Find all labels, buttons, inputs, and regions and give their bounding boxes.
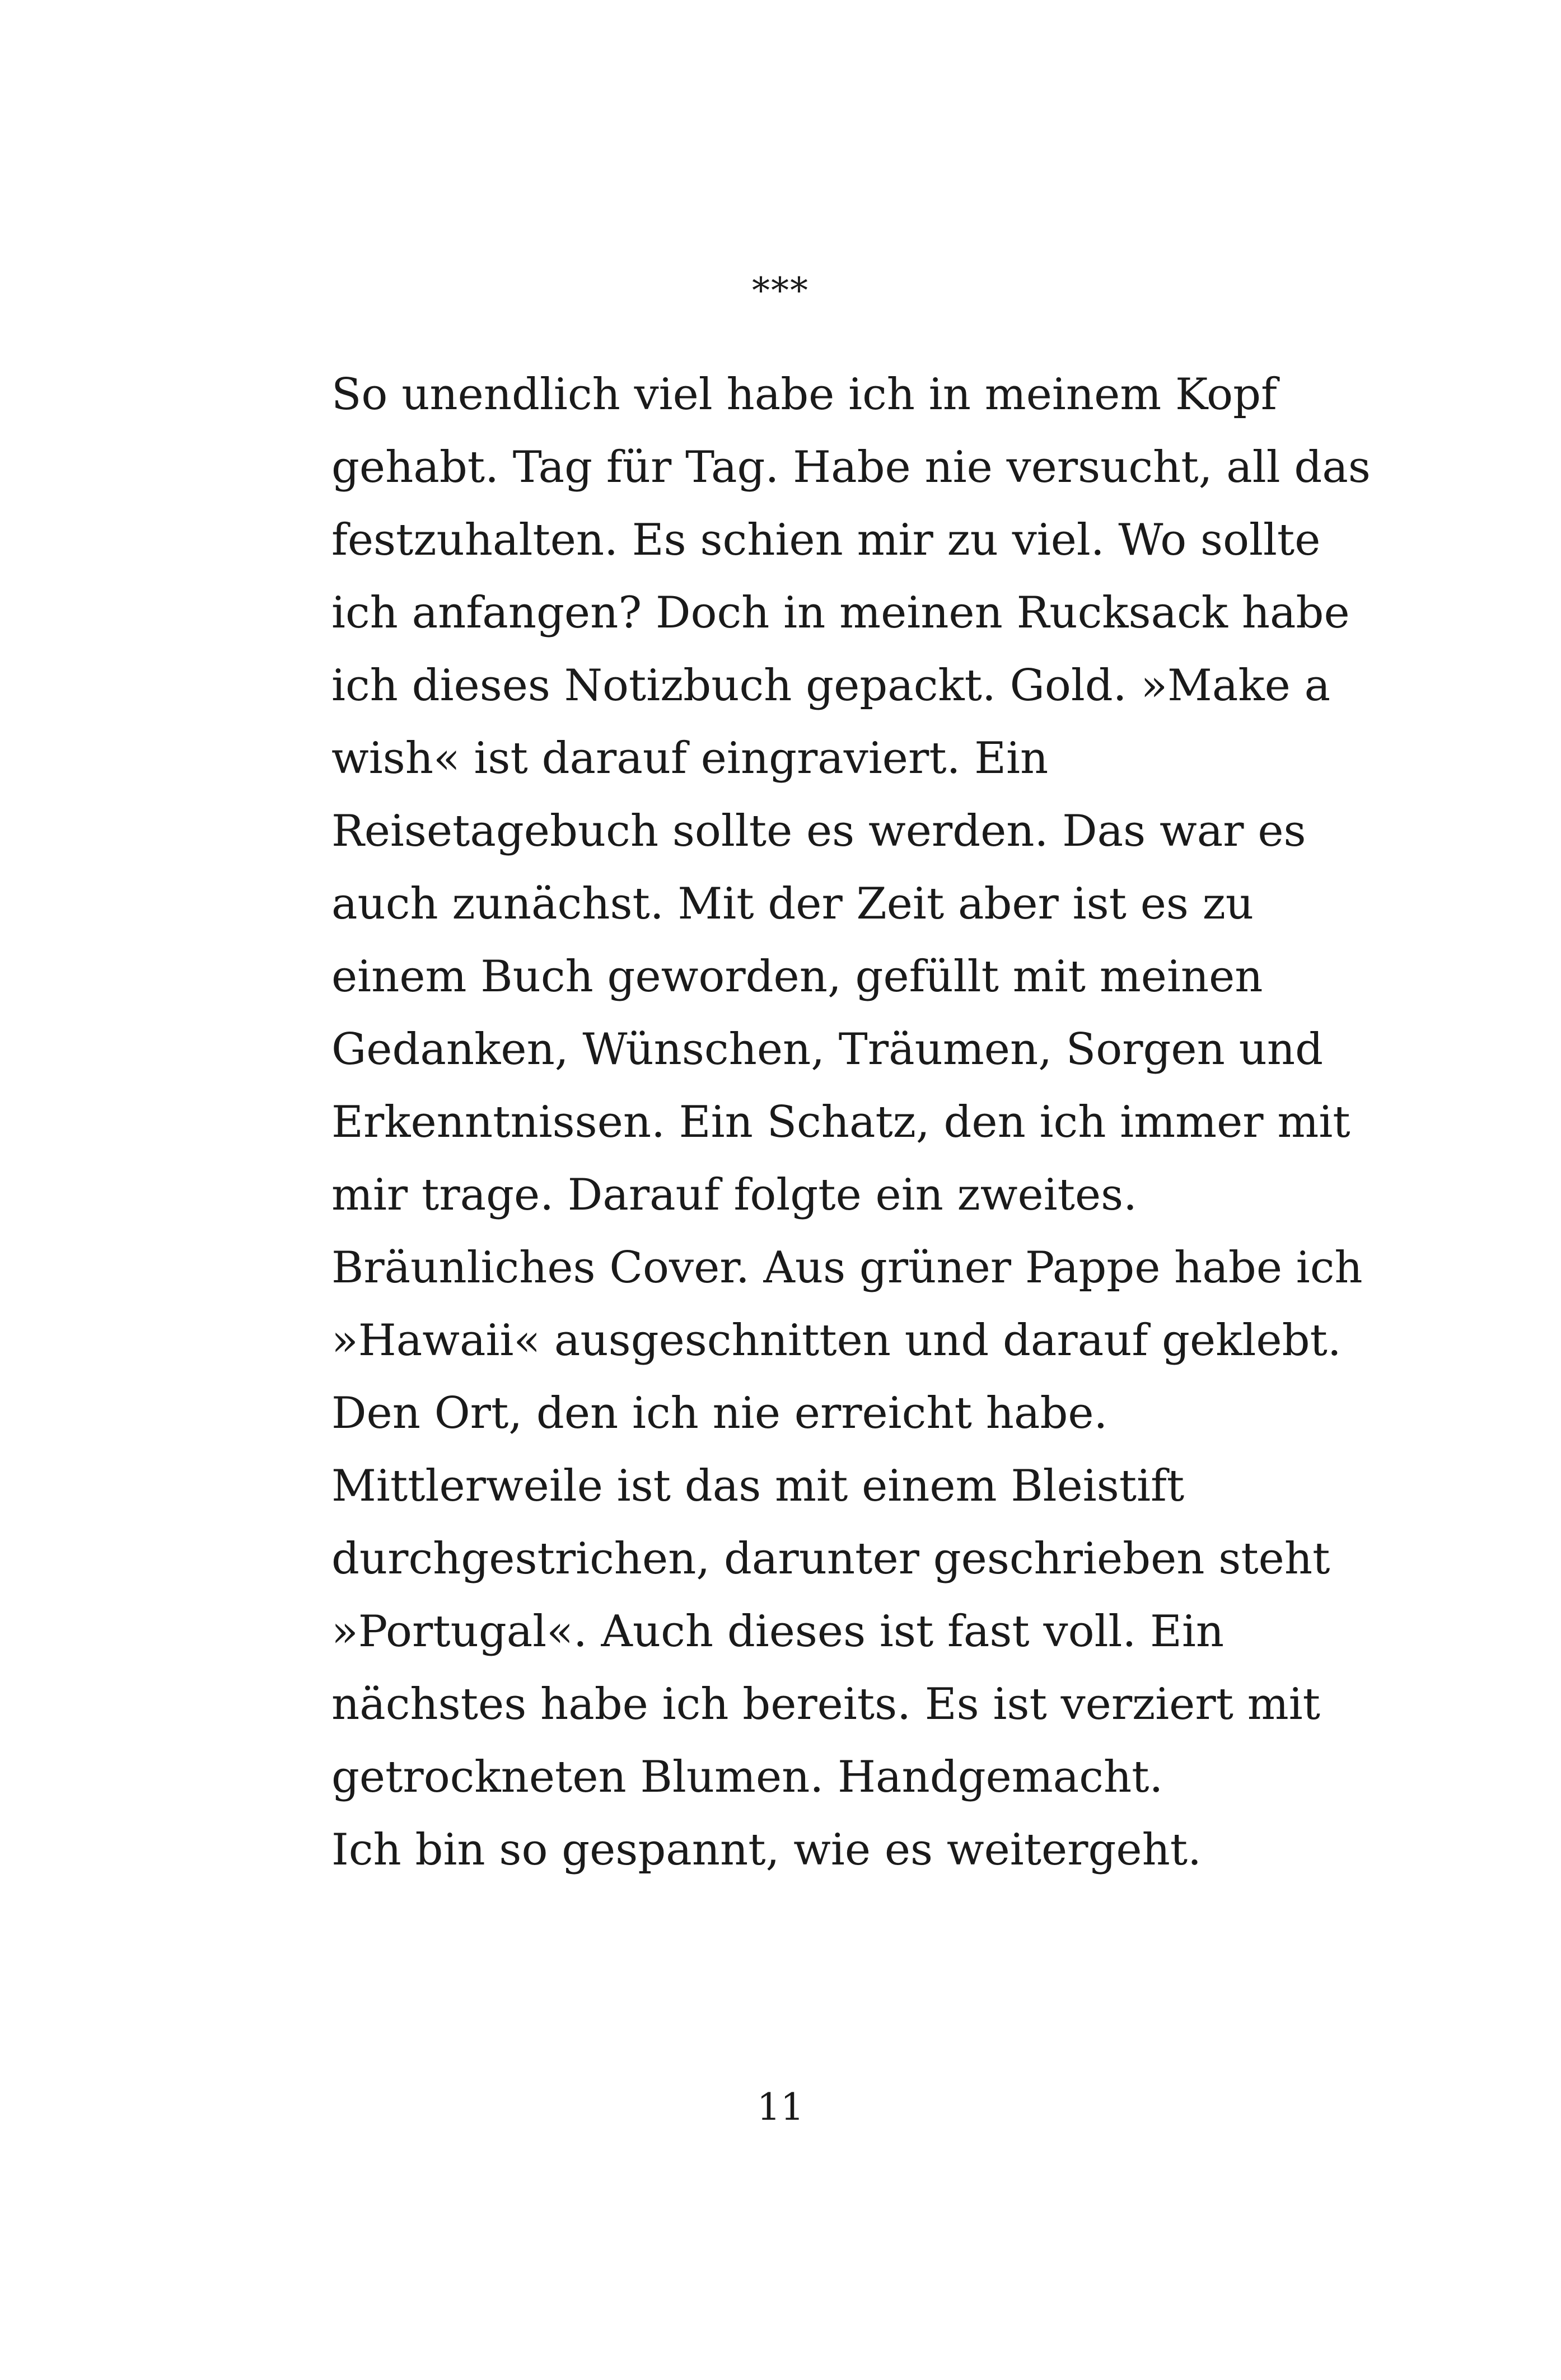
- text-line: auch zunächst. Mit der Zeit aber ist es zu: [331, 879, 1254, 929]
- text-line: getrockneten Blumen. Handgemacht.: [331, 1752, 1163, 1802]
- text-line: So unendlich viel habe ich in meinem Kopf: [331, 369, 1277, 420]
- page-number: 11: [757, 2086, 804, 2129]
- text-line: »Hawaii« ausgeschnitten und darauf geklebt.: [331, 1315, 1342, 1366]
- text-line: mir trage. Darauf folgte ein zweites.: [331, 1170, 1137, 1220]
- text-line: Mittlerweile ist das mit einem Bleistift: [331, 1461, 1185, 1511]
- text-line: ich dieses Notizbuch gepackt. Gold. »Make a: [331, 660, 1331, 711]
- text-line: festzuhalten. Es schien mir zu viel. Wo sollte: [331, 515, 1321, 565]
- text-line: Reisetagebuch sollte es werden. Das war es: [331, 806, 1306, 856]
- text-line: gehabt. Tag für Tag. Habe nie versucht, all das: [331, 442, 1371, 493]
- text-line: einem Buch geworden, gefüllt mit meinen: [331, 952, 1263, 1002]
- text-line: Gedanken, Wünschen, Träumen, Sorgen und: [331, 1024, 1323, 1075]
- text-line: durchgestrichen, darunter geschrieben steht: [331, 1534, 1330, 1584]
- text-line: »Portugal«. Auch dieses ist fast voll. Ein: [331, 1606, 1225, 1657]
- text-line: Den Ort, den ich nie erreicht habe.: [331, 1388, 1108, 1439]
- text-line: wish« ist darauf eingraviert. Ein: [331, 733, 1049, 784]
- body-text: [331, 358, 1395, 1886]
- text-line: nächstes habe ich bereits. Es ist verziert mit: [331, 1679, 1321, 1730]
- text-line: ich anfangen? Doch in meinen Rucksack habe: [331, 588, 1350, 638]
- text-line: Ich bin so gespannt, wie es weitergeht.: [331, 1825, 1202, 1875]
- text-line: Bräunliches Cover. Aus grüner Pappe habe ich: [331, 1243, 1363, 1293]
- text-line: Erkenntnissen. Ein Schatz, den ich immer mit: [331, 1097, 1350, 1147]
- section-separator: ***: [752, 270, 809, 312]
